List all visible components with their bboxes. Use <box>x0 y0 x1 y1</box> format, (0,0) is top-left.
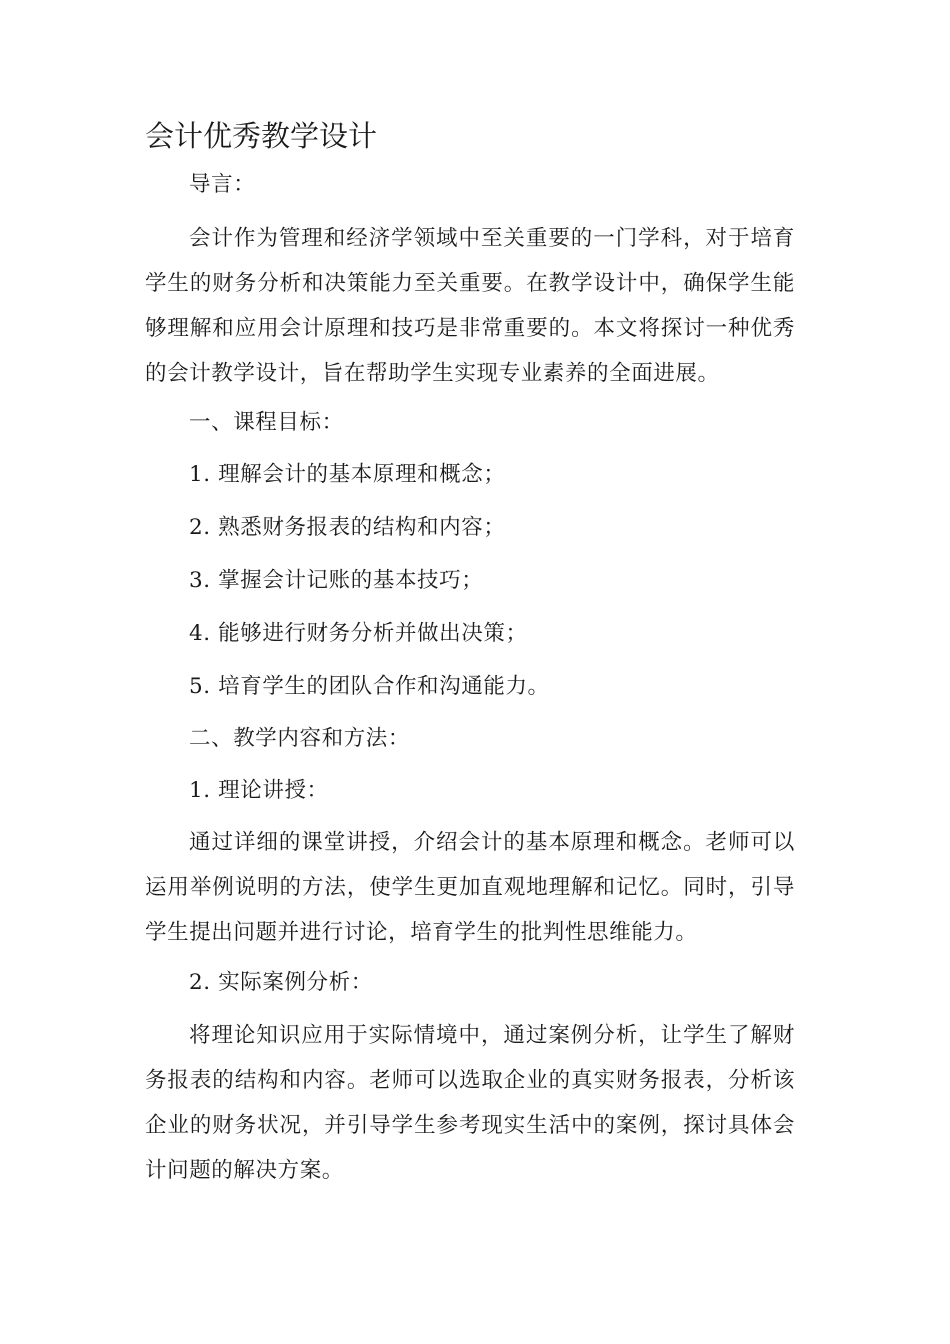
method1-heading: 1. 理论讲授： <box>189 778 329 803</box>
method2-heading: 2. 实际案例分析： <box>189 970 373 995</box>
intro-heading: 导言： <box>189 172 256 197</box>
objective-item-2: 2. 熟悉财务报表的结构和内容； <box>189 515 506 540</box>
objective-item-3: 3. 掌握会计记账的基本技巧； <box>189 568 484 593</box>
section1-heading: 一、课程目标： <box>189 410 344 435</box>
method2-paragraph: 将理论知识应用于实际情境中，通过案例分析，让学生了解财务报表的结构和内容。老师可以选取企业的真实财务报表，分析该企业的财务状况，并引导学生参考现实生活中的案例，探讨具体会计问题的解决方案。 <box>145 1023 795 1183</box>
objective-item-4: 4. 能够进行财务分析并做出决策； <box>189 621 528 646</box>
section2-heading: 二、教学内容和方法： <box>189 726 411 751</box>
document-title: 会计优秀教学设计 <box>145 119 378 153</box>
intro-paragraph: 会计作为管理和经济学领域中至关重要的一门学科，对于培育学生的财务分析和决策能力至关重要。在教学设计中，确保学生能够理解和应用会计原理和技巧是非常重要的。本文将探讨一种优秀的会计教学设计，旨在帮助学生实现专业素养的全面进展。 <box>145 226 795 386</box>
objective-item-1: 1. 理解会计的基本原理和概念； <box>189 462 506 487</box>
objective-item-5: 5. 培育学生的团队合作和沟通能力。 <box>189 674 550 699</box>
method1-paragraph: 通过详细的课堂讲授，介绍会计的基本原理和概念。老师可以运用举例说明的方法，使学生更加直观地理解和记忆。同时，引导学生提出问题并进行讨论，培育学生的批判性思维能力。 <box>145 830 795 945</box>
